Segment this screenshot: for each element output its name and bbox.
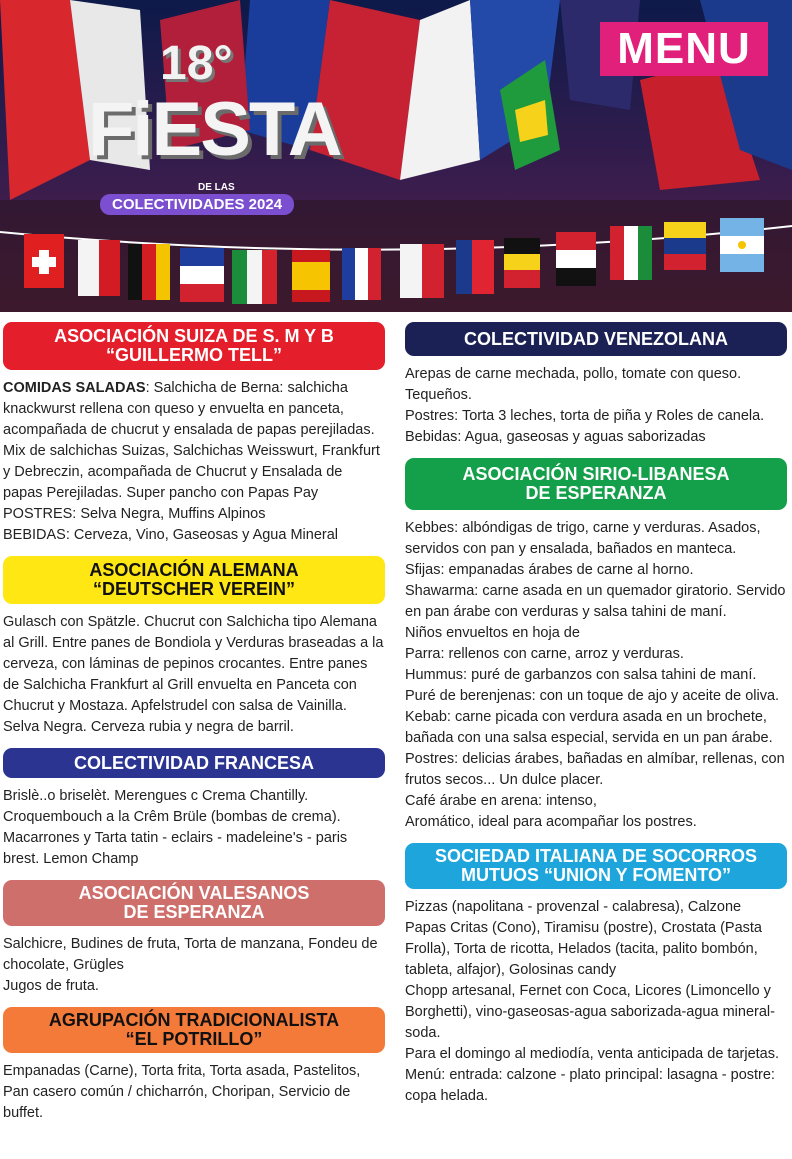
fiesta-subtitle-small: DE LAS bbox=[198, 182, 235, 193]
section-heading-line: ASOCIACIÓN VALESANOS bbox=[78, 883, 310, 903]
menu-line: Salchicre, Budines de fruta, Torta de manzana, Fondeu de chocolate, Grügles bbox=[3, 936, 378, 973]
menu-line: Bebidas: Agua, gaseosas y aguas saborizadas bbox=[405, 429, 706, 445]
section-heading bbox=[405, 458, 787, 510]
menu-line: Jugos de fruta. bbox=[3, 978, 99, 994]
menu-line: POSTRES: Selva Negra, Muffins Alpinos bbox=[3, 506, 266, 522]
section-heading-line: DE ESPERANZA bbox=[123, 902, 265, 922]
menu-line: Café árabe en arena: intenso, bbox=[405, 793, 597, 809]
section-body bbox=[3, 786, 385, 870]
section-heading-line: ASOCIACIÓN SIRIO-LIBANESA bbox=[462, 464, 730, 484]
fiesta-subtitle: COLECTIVIDADES 2024 bbox=[100, 194, 294, 215]
left-column bbox=[3, 322, 385, 1134]
menu-line: Brislè..o briselèt. Merengues c Crema Chantilly. Croquembouch a la Crêm Brüle (bombas de crema). Macarrones y Tarta tatin - eclairs - madeleine's - paris brest. Lemon Champ bbox=[3, 788, 348, 867]
section-heading-line: MUTUOS “UNION Y FOMENTO” bbox=[460, 865, 732, 885]
menu-line: Arepas de carne mechada, pollo, tomate con queso. bbox=[405, 366, 742, 382]
menu-section bbox=[3, 322, 385, 546]
menu-line: Sfijas: empanadas árabes de carne al horno. bbox=[405, 562, 694, 578]
section-heading-line: “EL POTRILLO” bbox=[125, 1029, 263, 1049]
section-heading bbox=[3, 322, 385, 370]
section-body bbox=[405, 518, 787, 833]
hero-banner bbox=[0, 0, 792, 312]
section-body bbox=[3, 612, 385, 738]
menu-line: Shawarma: carne asada en un quemador giratorio. Servido en pan árabe con verduras y salsa tahini de maní. bbox=[405, 583, 786, 620]
menu-line: Pizzas (napolitana - provenzal - calabresa), Calzone bbox=[405, 899, 742, 915]
section-body bbox=[3, 378, 385, 546]
menu-section bbox=[3, 1007, 385, 1124]
menu-section bbox=[3, 748, 385, 870]
menu-line: Hummus: puré de garbanzos con salsa tahini de maní. bbox=[405, 667, 757, 683]
menu-line: Chopp artesanal, Fernet con Coca, Licores (Limoncello y Borghetti), vino-gaseosas-agua saborizada-agua mineral-soda. bbox=[405, 983, 775, 1041]
menu-line: Puré de berenjenas: con un toque de ajo y aceite de oliva. bbox=[405, 688, 780, 704]
right-column bbox=[405, 322, 787, 1117]
edition-number: 18° bbox=[160, 37, 233, 90]
menu-section bbox=[3, 556, 385, 738]
menu-line: Postres: Torta 3 leches, torta de piña y Roles de canela. bbox=[405, 408, 765, 424]
menu-line: BEBIDAS: Cerveza, Vino, Gaseosas y Agua Mineral bbox=[3, 527, 339, 543]
menu-line: Tequeños. bbox=[405, 387, 472, 403]
section-heading-line: AGRUPACIÓN TRADICIONALISTA bbox=[48, 1010, 340, 1030]
menu-line: Empanadas (Carne), Torta frita, Torta asada, Pastelitos, Pan casero común / chicharrón, Choripan, Servicio de buffet. bbox=[3, 1063, 361, 1121]
menu-line: Kebab: carne picada con verdura asada en un brochete, bañada con una salsa especial, servida en un pan árabe. bbox=[405, 709, 773, 746]
section-heading-line: ASOCIACIÓN SUIZA DE S. M Y B bbox=[54, 326, 334, 346]
menu-line: Aromático, ideal para acompañar los postres. bbox=[405, 814, 697, 830]
section-body bbox=[3, 1061, 385, 1124]
menu-line: Gulasch con Spätzle. Chucrut con Salchicha tipo Alemana al Grill. Entre panes de Bondiola y Verduras braseadas a la cerveza, con láminas de pepinos crocantes. Entre panes de Salchicha Frankfurt al Grill envuelta en Panceta con Chucrut y Mostaza. Apfelstrudel con salsa de Vainilla. Selva Negra. Cerveza rubia y negra de barril. bbox=[3, 614, 384, 735]
menu-line: Papas Critas (Cono), Tiramisu (postre), Crostata (Pasta Frolla), Torta de ricotta, Helados (tacita, palito bombón, tableta, alfajor), Golosinas candy bbox=[405, 920, 762, 978]
section-heading bbox=[3, 880, 385, 926]
section-heading-line: ASOCIACIÓN ALEMANA bbox=[89, 560, 299, 580]
menu-badge: MENU bbox=[600, 22, 768, 76]
section-heading-line: COLECTIVIDAD VENEZOLANA bbox=[463, 328, 728, 349]
section-heading-line: COLECTIVIDAD FRANCESA bbox=[73, 752, 314, 773]
section-heading-line: SOCIEDAD ITALIANA DE SOCORROS bbox=[434, 846, 757, 866]
section-heading-line: “GUILLERMO TELL” bbox=[106, 345, 282, 365]
menu-line: Kebbes: albóndigas de trigo, carne y verduras. Asados, servidos con pan y ensalada, bañados en manteca. bbox=[405, 520, 761, 557]
section-heading bbox=[3, 748, 385, 778]
menu-line: COMIDAS SALADAS: Salchicha de Berna: salchicha knackwurst rellena con queso y envuelta en panceta, acompañada de chucrut y ensalada de papas perejiladas. bbox=[3, 380, 375, 438]
section-body bbox=[3, 934, 385, 997]
section-heading-line: “DEUTSCHER VEREIN” bbox=[92, 579, 296, 599]
section-heading bbox=[405, 322, 787, 356]
menu-section bbox=[3, 880, 385, 997]
section-body bbox=[405, 364, 787, 448]
menu-line: Para el domingo al mediodía, venta anticipada de tarjetas. bbox=[405, 1046, 780, 1062]
menu-line: Menú: entrada: calzone - plato principal: lasagna - postre: copa helada. bbox=[405, 1067, 775, 1104]
menu-section bbox=[405, 458, 787, 833]
menu-line: Niños envueltos en hoja de bbox=[405, 625, 580, 641]
section-heading bbox=[3, 1007, 385, 1053]
section-heading bbox=[405, 843, 787, 889]
menu-line: Parra: rellenos con carne, arroz y verduras. bbox=[405, 646, 684, 662]
section-heading-line: DE ESPERANZA bbox=[525, 483, 667, 503]
menu-line: Mix de salchichas Suizas, Salchichas Weisswurt, Frankfurt y Debreczin, acompañada de Chucrut y Ensalada de papas Perejiladas. Super pancho con Papas Pay bbox=[3, 443, 380, 501]
menu-section bbox=[405, 843, 787, 1107]
section-heading bbox=[3, 556, 385, 604]
menu-line: Postres: delicias árabes, bañadas en almíbar, rellenas, con frutos secos... Un dulce placer. bbox=[405, 751, 785, 788]
fiesta-title: FiESTA bbox=[88, 87, 341, 172]
menu-section bbox=[405, 322, 787, 448]
section-body bbox=[405, 897, 787, 1107]
